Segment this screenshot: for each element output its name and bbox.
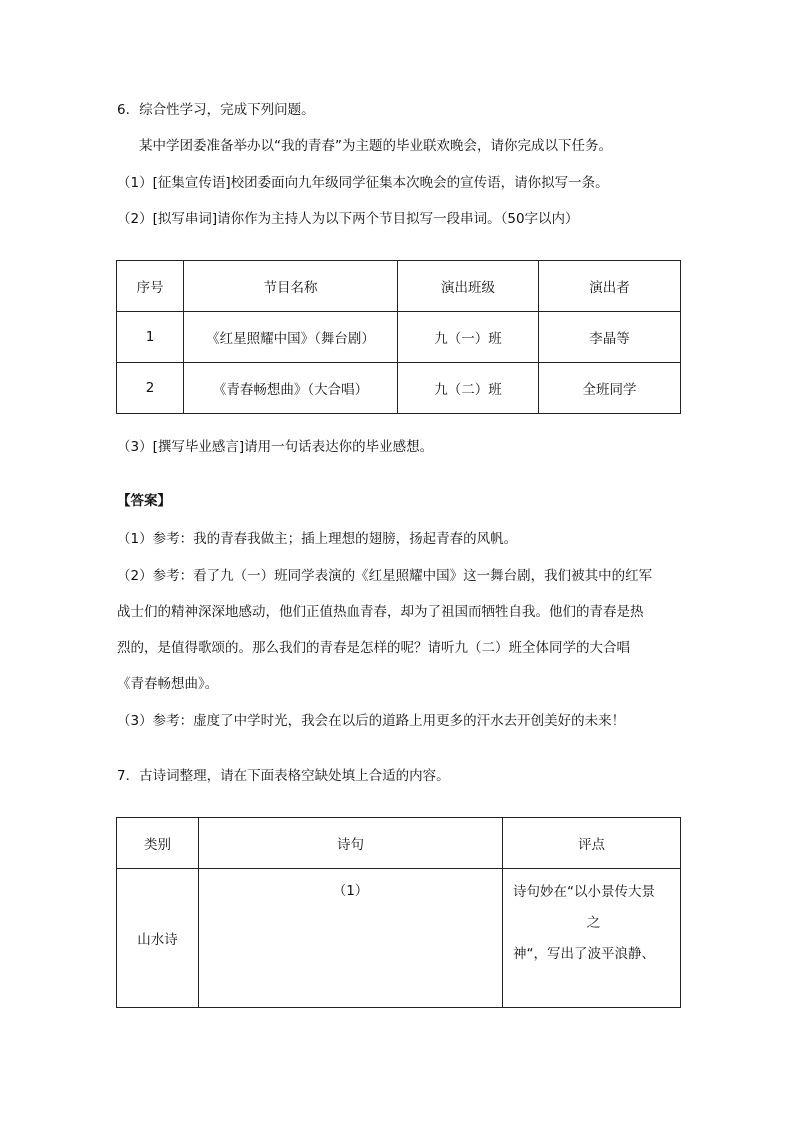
- answer-2-line: 烈的，是值得歌颂的。那么我们的青春是怎样的呢？请听九（二）班全体同学的大合唱: [117, 640, 630, 656]
- table-cell: 李晶等: [539, 312, 681, 363]
- table-cell: 《红星照耀中国》（舞台剧）: [184, 312, 398, 363]
- q6-task2: （2）[拟写串词]请你作为主持人为以下两个节目拟写一段串词。（50字以内）: [117, 211, 579, 227]
- table-cell: 1: [117, 312, 184, 363]
- header-cell: 序号: [117, 261, 184, 312]
- poem-blank-cell: （1）: [199, 869, 503, 1008]
- table-row: [117, 363, 681, 414]
- answer-3: （3）参考：虚度了中学时光，我会在以后的道路上用更多的汗水去开创美好的未来！: [117, 713, 626, 729]
- table-cell: 《青春畅想曲》（大合唱）: [184, 363, 398, 414]
- table-header-row: [117, 818, 681, 869]
- header-cell: 类别: [117, 818, 199, 869]
- comment-line: 诗句妙在“以小景传大景: [513, 884, 655, 900]
- header-cell: 演出者: [539, 261, 681, 312]
- table-row: [117, 312, 681, 363]
- comment-cell: [503, 869, 681, 1008]
- comment-line: 之: [586, 915, 601, 931]
- q6-title: 6．综合性学习，完成下列问题。: [117, 102, 315, 118]
- header-cell: 演出班级: [398, 261, 539, 312]
- table-cell: 九（二）班: [398, 363, 539, 414]
- comment-line: 神“，写出了波平浪静、: [513, 946, 655, 962]
- header-cell: 评点: [503, 818, 681, 869]
- program-table: [116, 260, 681, 414]
- answer-2-line: 《青春畅想曲》。: [117, 676, 219, 692]
- table-cell: 2: [117, 363, 184, 414]
- q6-task3: （3）[撰写毕业感言]请用一句话表达你的毕业感想。: [117, 439, 434, 455]
- answer-heading: 【答案】: [117, 493, 171, 509]
- answer-1: （1）参考：我的青春我做主；插上理想的翅膀，扬起青春的风帆。: [117, 531, 518, 547]
- header-cell: 节目名称: [184, 261, 398, 312]
- answer-2-line: （2）参考：看了九（一）班同学表演的《红星照耀中国》这一舞台剧，我们被其中的红军: [117, 568, 653, 584]
- table-cell: 九（一）班: [398, 312, 539, 363]
- table-header-row: [117, 261, 681, 312]
- answer-2-line: 战士们的精神深深地感动，他们正值热血青春，却为了祖国而牺牲自我。他们的青春是热: [117, 604, 644, 620]
- category-cell: 山水诗: [117, 869, 199, 1008]
- q7-title: 7．古诗词整理，请在下面表格空缺处填上合适的内容。: [117, 768, 450, 784]
- poem-table: [116, 817, 681, 1008]
- table-cell: 全班同学: [539, 363, 681, 414]
- q6-intro: 某中学团委准备举办以“我的青春”为主题的毕业联欢晚会，请你完成以下任务。: [139, 138, 612, 154]
- q6-task1: （1）[征集宣传语]校团委面向九年级同学征集本次晚会的宣传语，请你拟写一条。: [117, 175, 609, 191]
- table-row: [117, 869, 681, 1008]
- header-cell: 诗句: [199, 818, 503, 869]
